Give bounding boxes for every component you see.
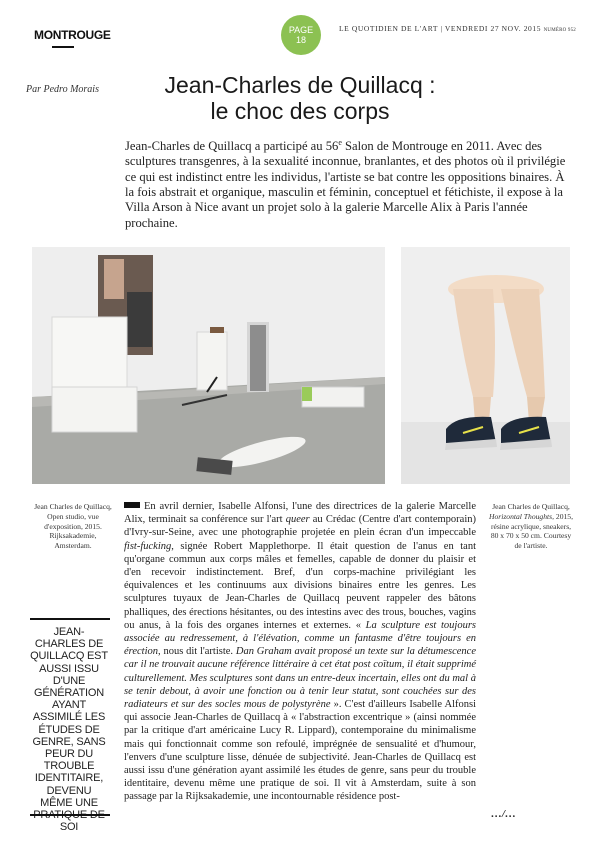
lead-post: Salon de Montrouge en 2011. Avec des sculptures transgenres, à la sexualité inconnue, branlantes, et des photos où il privilégie ce qui est indistinct entre les individus, l'artiste se bat contre les oppositions binaires. À la fois abstrait et organique, masculin et féminin, conceptuel et fétichiste, il expose à la Villa Arson à Nice avant un projet solo à la galerie Marcelle Alix à Paris l'année prochaine. xyxy=(125,139,566,230)
lead-paragraph xyxy=(125,135,575,231)
title-line-2: le choc des corps xyxy=(210,98,390,124)
body-quote-1: La sculpture est toujours associée au redressement, à l'élévation, comme un fantasme d'être toujours en érection, xyxy=(124,619,476,658)
pullquote: JEAN-CHARLES DE QUILLACQ EST AUSSI ISSU D'UNE GÉNÉRATION AYANT ASSIMILÉ LES ÉTUDES DE GENRE, SANS PEUR DU TROUBLE IDENTITAIRE, DEVENU MÊME UNE SOI xyxy=(30,626,108,834)
page-badge xyxy=(281,15,321,55)
body-em-2: fist-fucking xyxy=(124,540,172,552)
article-title xyxy=(120,72,480,124)
body-text-5: ». C'est d'ailleurs Isabelle Alfonsi qui associe Jean-Charles de Quillacq à « l'abstraction excentrique » (ainsi nommée par la critique d'art américaine Lucy R. Lippard), contemporaine du minimalisme mais qui fonctionnait comme son refoulé, imprégnée de sensualité et d'humour, l'envers d'une sculpture lisse, dénuée de subjectivité. Jean-Charles de Quillacq est aussi issu d'une génération ayant assimilé les études de genre, sans peur du trouble identitaire, devenu même une pratique de soi. Il vit à Amsterdam, suite à son passage par la Rijksakademie, une incontournable résidence post- xyxy=(124,699,476,803)
photo-caption-1: Jean Charles de Quillacq, Open studio, vue d'exposition, 2015. Rijksakademie, Amsterdam. xyxy=(34,502,112,551)
section-label: MONTROUGE xyxy=(34,28,111,42)
page-number: 18 xyxy=(295,35,306,45)
masthead xyxy=(339,24,576,33)
pullquote-rule-top xyxy=(30,618,110,620)
lead-pre: Jean-Charles de Quillacq a participé au 56 xyxy=(125,139,339,154)
lead-sup: e xyxy=(338,138,342,147)
pullquote-rule-bottom xyxy=(30,814,110,816)
section-underline xyxy=(52,46,74,48)
masthead-text: LE QUOTIDIEN DE L'ART | VENDREDI 27 NOV. 2015 xyxy=(339,24,542,33)
body-text-3: , signée Robert Mapplethorpe. Il était question de l'anus en tant qu'organe commun aux corps mâles et femelles, capable de donner du plaisir et d'en recevoir indistinctement. Bref, d'un corps-machine privilégiant les équivalences et les continuums aux divisions binaires entre les genres. Les sculptures tuyaux de Jean-Charles de Quillacq peuvent rappeler des bâtons phalliques, des érections hésitantes, ou des intestins avec des trous, bouches, vagins ou anus, à la fois des organes internes et externes. « xyxy=(124,540,476,631)
byline: Par Pedro Morais xyxy=(26,84,99,95)
page-label: PAGE xyxy=(288,25,314,35)
photo-caption-2 xyxy=(488,502,574,551)
caption-2-title: Horizontal Thoughts, xyxy=(489,511,554,521)
body-text-4: nous dit l'artiste. xyxy=(160,646,236,658)
body-quote-2: Dan Graham avait proposé un texte sur la détumescence car il ne trouvait aucune référence littéraire à cet état post coïtum, il était supprimé culturellement. Mes sculptures sont dans un entre-deux incertain, elles ont du mal à se tenir debout, à avoir une fonction ou à tenir leur statut, sont couchées sur des radiateurs et sur des socles mous de polystyrène xyxy=(124,646,476,711)
issue-number: NUMÉRO 952 xyxy=(543,28,577,33)
exhibition-photo xyxy=(32,247,385,484)
continued-marker: …/… xyxy=(491,808,517,820)
sculpture-photo xyxy=(401,247,570,484)
article-body xyxy=(124,500,476,804)
body-text-1: En avril dernier, Isabelle Alfonsi, l'une des directrices de la galerie Marcelle Alix, terminait sa conférence sur l'art xyxy=(124,501,476,526)
body-paragraph xyxy=(124,500,476,804)
body-text-2: au Crédac (Centre d'art contemporain) d'Ivry-sur-Seine, avec une photographie projetée en plein écran d'un impeccable xyxy=(124,514,476,539)
paragraph-marker xyxy=(124,502,140,508)
caption-2-artist: Jean Charles de Quillacq, xyxy=(492,502,570,511)
body-em-1: queer xyxy=(285,514,310,526)
title-line-1: Jean-Charles de Quillacq : xyxy=(164,72,436,98)
caption-2-details: 2015, résine acrylique, sneakers, 80 x 70 x 50 cm. Courtesy de l'artiste. xyxy=(490,511,573,551)
